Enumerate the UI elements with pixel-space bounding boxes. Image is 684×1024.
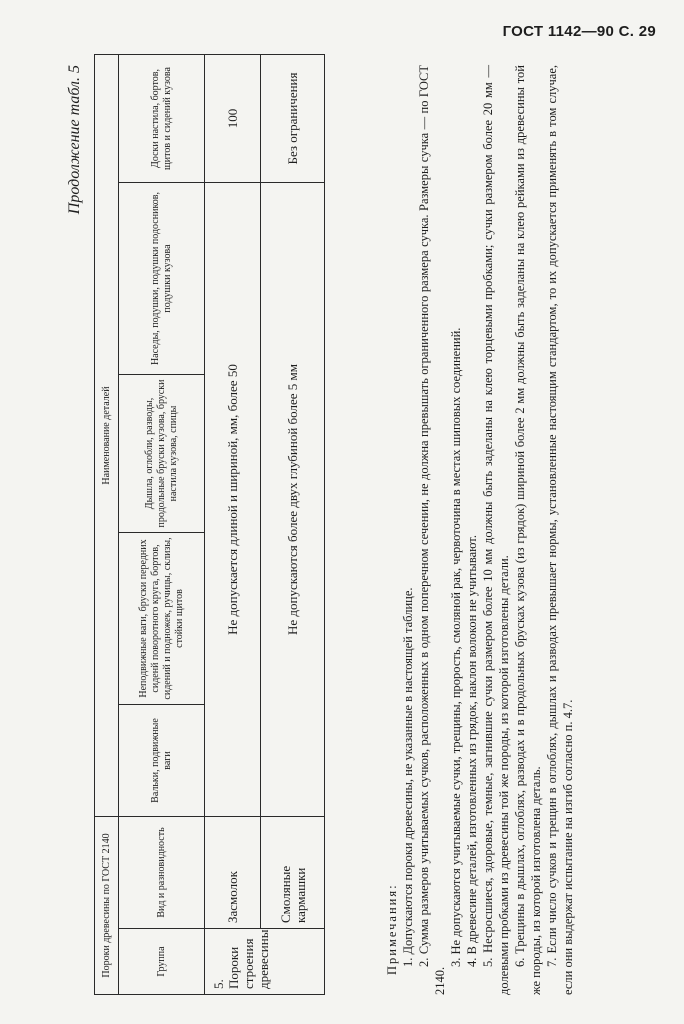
merged-requirement-cell: Не допускается длиной и шириной, мм, более 50	[205, 183, 261, 817]
col-header-part-3: Дышла, оглобли, разводы, продольные бруски кузова, бруски настила кузова, спицы	[119, 375, 205, 533]
note-item: 3. Не допускаются учитываемые сучки, трещины, прорость, смоляной рак, червоточина в местах шиповых соединений.	[449, 327, 463, 967]
table-row	[261, 54, 325, 994]
rotated-content	[54, 55, 634, 995]
note-item: 1. Допускаются пороки древесины, не указанные в настоящей таблице.	[401, 587, 415, 967]
merged-requirement-cell: Не допускаются более двух глубиной более 5 мм	[261, 183, 325, 817]
defect-type-cell: Засмолок	[205, 817, 261, 929]
page-header: ГОСТ 1142—90 С. 29	[502, 23, 656, 40]
col-header-part-2: Неподвижные ваги, бруски передних сиденй поворотного круга, бортов, сидений и подножек, ручицы, склизы, стойки щитов	[119, 533, 205, 705]
last-column-cell: 100	[205, 54, 261, 182]
defect-type-cell: Смоляные кармашки	[261, 817, 325, 929]
notes-title: Примечания:	[385, 883, 399, 975]
col-header-type: Вид и разновидность	[119, 817, 205, 929]
note-item: 4. В древесине деталей, изготовленных из грядок, наклон волокон не учитывают.	[465, 535, 479, 967]
notes-section	[384, 65, 576, 995]
note-item: 5. Несросшиеся, здоровые, темные, загнившие сучки размером более 10 мм должны быть заделаны на клею торцевыми пробками; сучки размером более 20 мм — долевыми пробками из древесины той же породы, из которой изготовлены детали.	[481, 65, 511, 995]
table-caption: Продолжение табл. 5	[66, 65, 83, 215]
note-item: 2. Сумма размеров учитываемых сучков, расположенных в одном поперечном сечении, не должна превышать ограниченного размера сучка. Размеры сучка — по ГОСТ 2140.	[417, 65, 447, 995]
col-header-part-5: Доски настила, бортов, щитов и сидений кузова	[119, 54, 205, 182]
group-cell: 5. Пороки строения древесины	[205, 929, 325, 995]
defects-table	[94, 54, 325, 995]
note-item: 6. Трещины в дышлах, оглоблях, разводах и в продольных брусках кузова (из грядок) шириной более 2 мм должны быть заделаны на клею рейками из древесины той же породы, из которой изготовлена деталь.	[513, 65, 543, 995]
parts-header: Наименование деталей	[95, 54, 119, 816]
defects-header: Пороки древесины по ГОСТ 2140	[95, 817, 119, 995]
note-item: 7. Если число сучков и трещин в оглоблях, дышлах и разводах превышает нормы, установленные настоящим стандартом, то их допускается применять в том случае, если они выдержат испытание на изгиб согласно п. 4.7.	[545, 65, 575, 995]
col-header-group: Группа	[119, 929, 205, 995]
col-header-part-4: Наседы, подушки, подушки подосников, подушки кузова	[119, 183, 205, 375]
col-header-part-1: Вальки, подвижные ваги	[119, 705, 205, 817]
table-row	[205, 54, 261, 994]
last-column-cell: Без ограничения	[261, 54, 325, 182]
